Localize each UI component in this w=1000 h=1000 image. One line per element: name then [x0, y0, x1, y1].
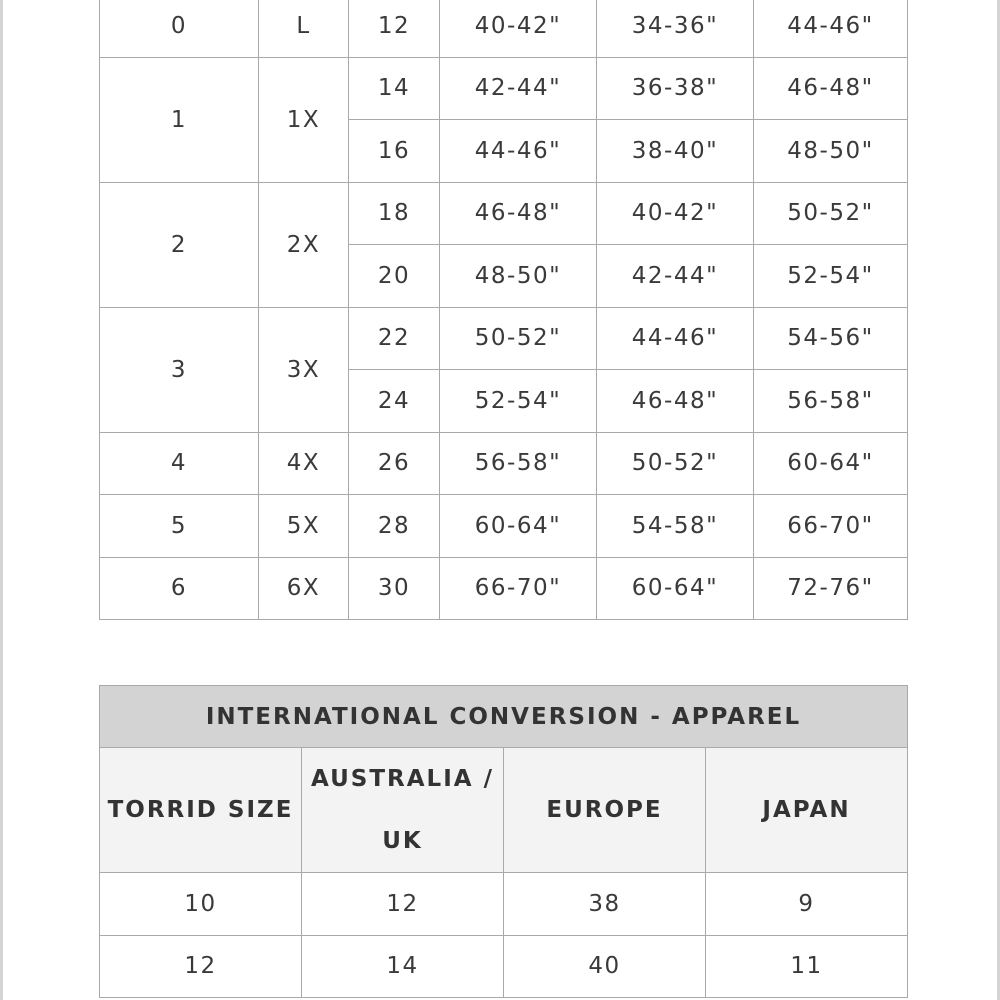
table-row — [100, 557, 908, 620]
letter-size-cell: 4X — [259, 432, 349, 495]
waist-cell: 44-46" — [597, 307, 754, 370]
japan-size-cell: 11 — [706, 935, 908, 998]
hips-cell: 56-58" — [754, 370, 908, 433]
waist-cell: 46-48" — [597, 370, 754, 433]
torrid-size-cell: 2 — [100, 182, 259, 307]
letter-size-cell: 1X — [259, 57, 349, 182]
au-uk-size-cell: 12 — [302, 873, 504, 936]
table-title-row — [100, 686, 908, 748]
hips-cell: 60-64" — [754, 432, 908, 495]
waist-cell: 36-38" — [597, 57, 754, 120]
numeric-size-cell: 14 — [349, 57, 440, 120]
numeric-size-cell: 12 — [349, 0, 440, 57]
table-row — [100, 182, 908, 245]
numeric-size-cell: 16 — [349, 120, 440, 183]
bust-cell: 50-52" — [440, 307, 597, 370]
torrid-size-cell: 10 — [100, 873, 302, 936]
au-uk-size-cell: 14 — [302, 935, 504, 998]
letter-size-cell: 3X — [259, 307, 349, 432]
bust-cell: 44-46" — [440, 120, 597, 183]
japan-size-cell: 9 — [706, 873, 908, 936]
torrid-size-cell: 5 — [100, 495, 259, 558]
numeric-size-cell: 30 — [349, 557, 440, 620]
waist-cell: 34-36" — [597, 0, 754, 57]
waist-cell: 38-40" — [597, 120, 754, 183]
bust-cell: 66-70" — [440, 557, 597, 620]
header-line-2: UK — [382, 828, 423, 854]
table-row — [100, 873, 908, 936]
letter-size-cell: 2X — [259, 182, 349, 307]
torrid-size-cell: 12 — [100, 935, 302, 998]
table-row — [100, 0, 908, 57]
conversion-table-title: INTERNATIONAL CONVERSION - APPAREL — [100, 686, 908, 748]
bust-cell: 56-58" — [440, 432, 597, 495]
header-line-1: AUSTRALIA / — [311, 766, 494, 792]
waist-cell: 54-58" — [597, 495, 754, 558]
bust-cell: 52-54" — [440, 370, 597, 433]
hips-cell: 50-52" — [754, 182, 908, 245]
numeric-size-cell: 20 — [349, 245, 440, 308]
hips-cell: 48-50" — [754, 120, 908, 183]
waist-cell: 40-42" — [597, 182, 754, 245]
column-header-japan: JAPAN — [706, 748, 908, 873]
hips-cell: 54-56" — [754, 307, 908, 370]
torrid-size-cell: 3 — [100, 307, 259, 432]
hips-cell: 44-46" — [754, 0, 908, 57]
numeric-size-cell: 18 — [349, 182, 440, 245]
table-row — [100, 935, 908, 998]
torrid-size-cell: 6 — [100, 557, 259, 620]
letter-size-cell: 5X — [259, 495, 349, 558]
table-row — [100, 307, 908, 370]
hips-cell: 66-70" — [754, 495, 908, 558]
table-row — [100, 57, 908, 120]
numeric-size-cell: 28 — [349, 495, 440, 558]
bust-cell: 46-48" — [440, 182, 597, 245]
column-header-australia-uk — [302, 748, 504, 873]
hips-cell: 46-48" — [754, 57, 908, 120]
waist-cell: 50-52" — [597, 432, 754, 495]
numeric-size-cell: 26 — [349, 432, 440, 495]
bust-cell: 48-50" — [440, 245, 597, 308]
waist-cell: 60-64" — [597, 557, 754, 620]
torrid-size-cell: 1 — [100, 57, 259, 182]
table-row — [100, 432, 908, 495]
numeric-size-cell: 24 — [349, 370, 440, 433]
numeric-size-cell: 22 — [349, 307, 440, 370]
hips-cell: 52-54" — [754, 245, 908, 308]
letter-size-cell: L — [259, 0, 349, 57]
bust-cell: 60-64" — [440, 495, 597, 558]
international-conversion-table — [99, 685, 908, 998]
table-header-row — [100, 748, 908, 873]
europe-size-cell: 38 — [504, 873, 706, 936]
column-header-torrid-size: TORRID SIZE — [100, 748, 302, 873]
bust-cell: 42-44" — [440, 57, 597, 120]
torrid-size-cell: 0 — [100, 0, 259, 57]
letter-size-cell: 6X — [259, 557, 349, 620]
table-row — [100, 495, 908, 558]
size-chart-table — [99, 0, 908, 620]
column-header-europe: EUROPE — [504, 748, 706, 873]
bust-cell: 40-42" — [440, 0, 597, 57]
hips-cell: 72-76" — [754, 557, 908, 620]
torrid-size-cell: 4 — [100, 432, 259, 495]
europe-size-cell: 40 — [504, 935, 706, 998]
waist-cell: 42-44" — [597, 245, 754, 308]
